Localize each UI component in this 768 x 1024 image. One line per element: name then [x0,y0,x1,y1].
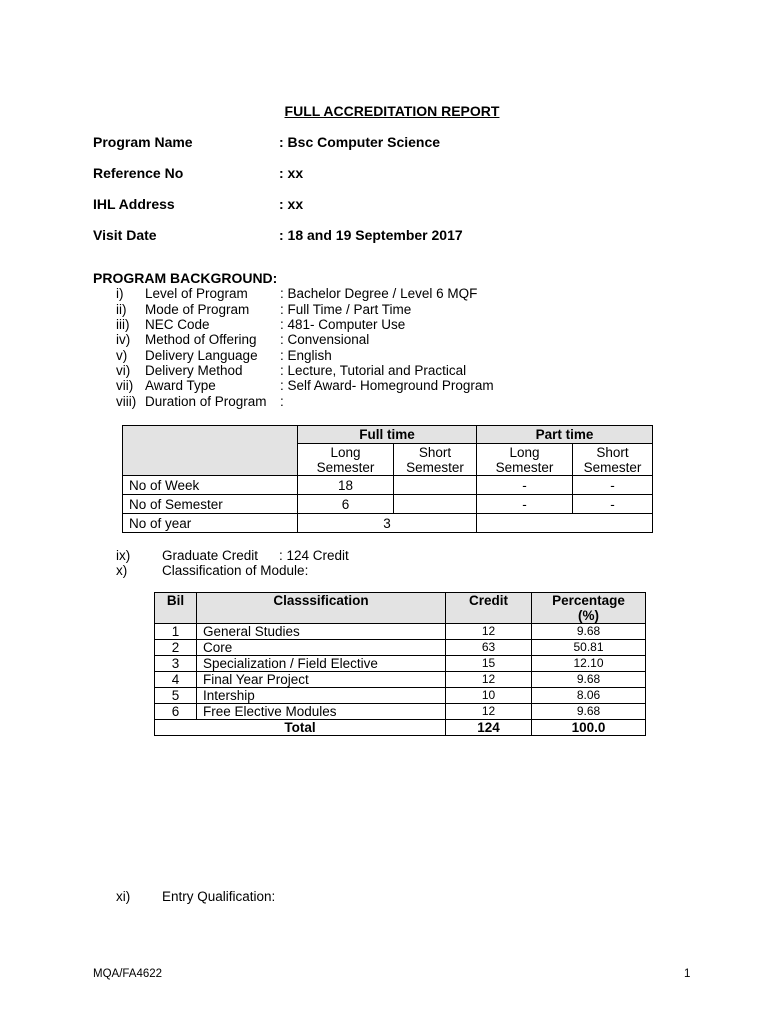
classification-label: Classification of Module: [162,563,309,578]
classification-header: Classsification [197,593,446,624]
total-percentage: 100.0 [532,720,646,736]
entry-qualification-number: xi) [116,889,131,904]
classification-number: x) [116,563,128,578]
graduate-credit-label: Graduate Credit [162,548,259,563]
table-row: 1 General Studies 12 9.68 [155,624,646,640]
credit-header: Credit [446,593,532,624]
ft-short-semester-header: Short Semester [394,444,477,476]
table-row: 2 Core 63 50.81 [155,640,646,656]
graduate-credit-value: : 124 Credit [279,548,349,563]
ihl-address-label: IHL Address [93,196,175,212]
table-row: No of Week 18 - - [123,476,653,495]
full-time-header: Full time [298,426,477,444]
total-row [155,720,646,736]
visit-date-value: : 18 and 19 September 2017 [279,227,463,243]
ft-long-semester-header: Long Semester [298,444,394,476]
entry-qualification-label: Entry Qualification: [162,889,276,904]
duration-table [122,425,653,533]
ihl-address-value: : xx [279,196,304,212]
part-time-header: Part time [477,426,653,444]
footer-document-code: MQA/FA4622 [93,968,163,980]
pt-long-semester-header: Long Semester [477,444,573,476]
module-table [154,592,646,736]
table-corner [123,426,298,476]
report-title: FULL ACCREDITATION REPORT [284,103,500,119]
table-row: No of Semester 6 - - [123,495,653,514]
reference-no-value: : xx [279,165,304,181]
table-row: 6 Free Elective Modules 12 9.68 [155,704,646,720]
bil-header: Bil [155,593,197,624]
graduate-credit-number: ix) [116,548,131,563]
table-row: 5 Intership 10 8.06 [155,688,646,704]
total-label: Total [155,720,446,736]
reference-no-label: Reference No [93,165,184,181]
program-name-label: Program Name [93,134,193,150]
table-row: No of year 3 [123,514,653,533]
page-number: 1 [684,968,691,980]
table-row: 3 Specialization / Field Elective 15 12.10 [155,656,646,672]
table-row: 4 Final Year Project 12 9.68 [155,672,646,688]
total-credit: 124 [446,720,532,736]
percentage-header: Percentage (%) [532,593,646,624]
visit-date-label: Visit Date [93,227,157,243]
program-name-value: : Bsc Computer Science [279,134,441,150]
pt-short-semester-header: Short Semester [573,444,653,476]
program-background-heading: PROGRAM BACKGROUND: [93,270,278,286]
